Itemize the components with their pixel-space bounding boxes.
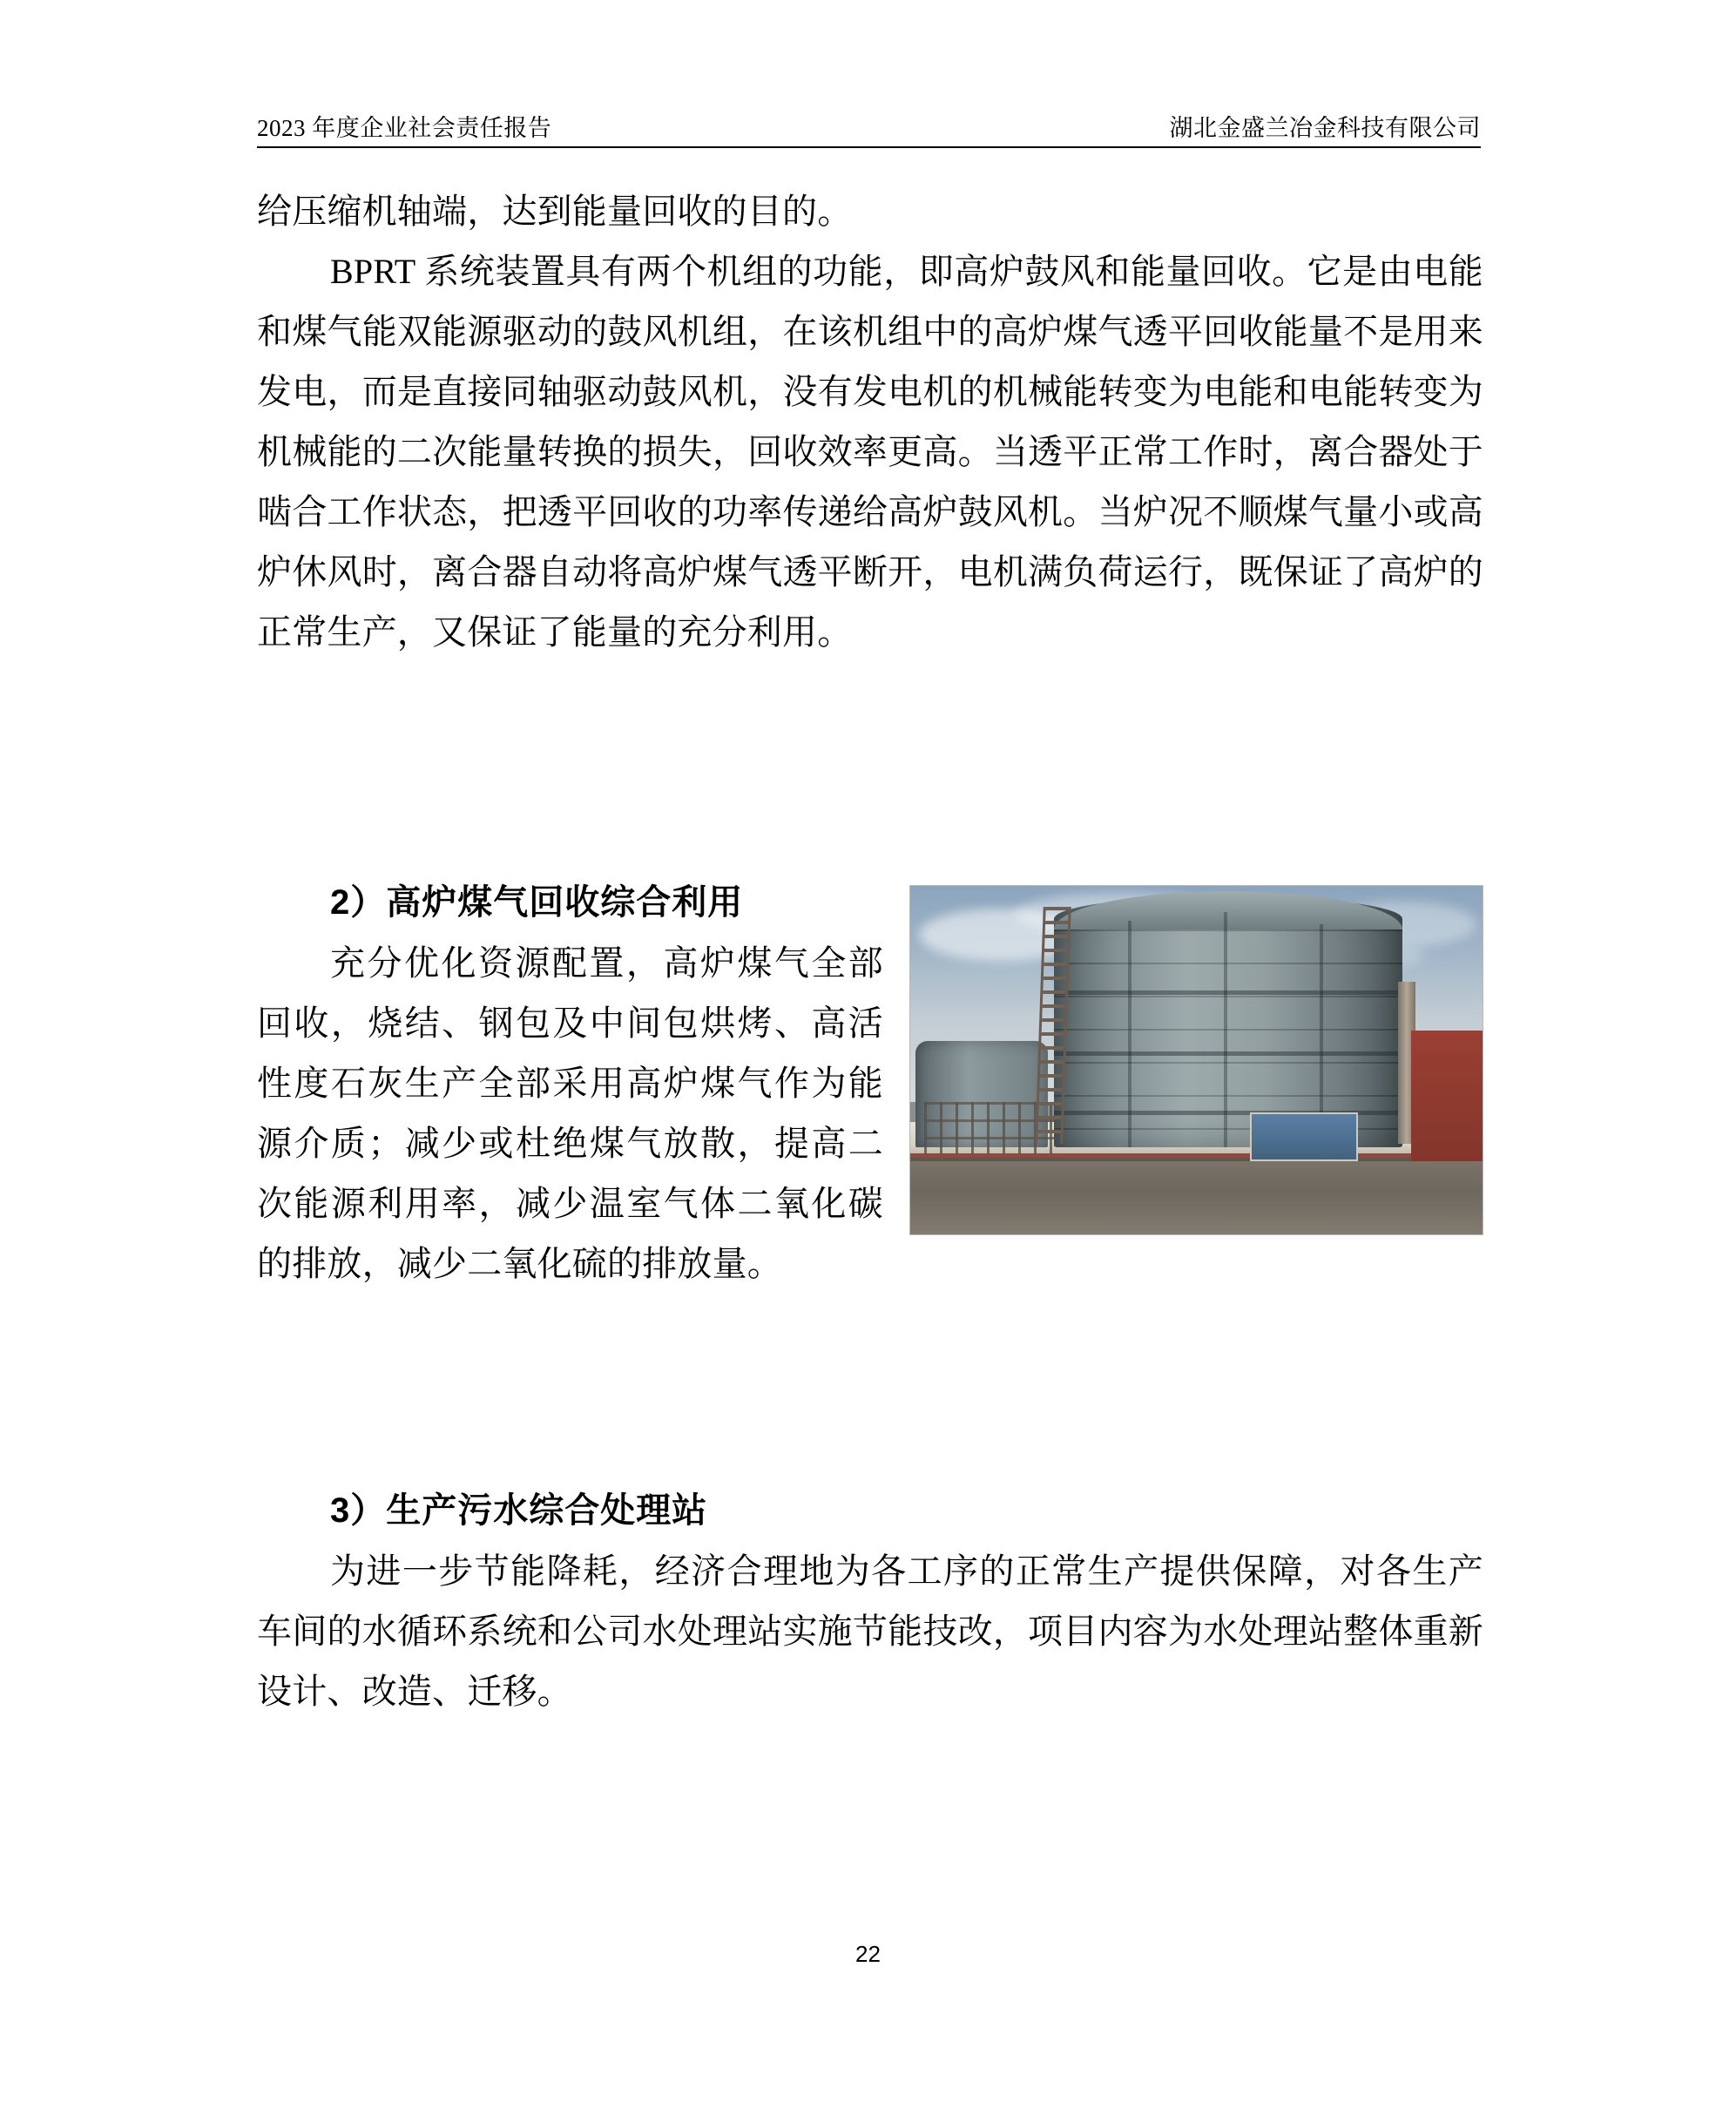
header-divider (257, 146, 1481, 148)
photo-ground-line (910, 1158, 1483, 1161)
page-footer (0, 1941, 1736, 1968)
photo-gas-holder-tank (1054, 896, 1402, 1147)
page-header (257, 98, 1481, 143)
section-2-text (257, 873, 936, 1294)
photo-red-building (1411, 1031, 1483, 1161)
photo-tank-seam (1224, 912, 1227, 1147)
photo-illustration (910, 886, 1483, 1234)
photo-tank-band (1054, 1051, 1402, 1056)
photo-tank-band (1054, 990, 1402, 995)
header-report-title: 2023 年度企业社会责任报告 (257, 115, 552, 141)
page-number: 22 (855, 1941, 881, 1967)
paragraph-1: 给压缩机轴端，达到能量回收的目的。 (257, 192, 853, 231)
paragraph-4: 为进一步节能降耗，经济合理地为各工序的正常生产提供保障，对各生产车间的水循环系统和公司水处理站实施节能技改，项目内容为水处理站整体重新设计、改造、迁移。 (257, 1551, 1483, 1711)
photo-gate (1250, 1112, 1358, 1161)
heading-2: 2）高炉煤气回收综合利用 (330, 883, 744, 922)
section-gas-recovery (257, 873, 1483, 1294)
paragraph-2: BPRT 系统装置具有两个机组的功能，即高炉鼓风和能量回收。它是由电能和煤气能双能源驱动的鼓风机组，在该机组中的高炉煤气透平回收能量不是用来发电，而是直接同轴驱动鼓风机，没有发电机的机械能转变为电能和电能转变为机械能的二次能量转换的损失，回收效率更高。当透平正常工作时，离合器处于啮合工作状态，把透平回收的功率传递给高炉鼓风机。当炉况不顺煤气量小或高炉休风时，离合器自动将高炉煤气透平断开，电机满负荷运行，既保证了高炉的正常生产，又保证了能量的充分利用。 (257, 252, 1483, 652)
heading-3: 3）生产污水综合处理站 (330, 1491, 708, 1530)
photo-ground (910, 1161, 1483, 1234)
header-company-name: 湖北金盛兰冶金科技有限公司 (1169, 115, 1481, 141)
figure-gas-holder-image (909, 885, 1483, 1235)
paragraph-3: 充分优化资源配置，高炉煤气全部回收，烧结、钢包及中间包烘烤、高活性度石灰生产全部采用高炉煤气作为能源介质；减少或杜绝煤气放散，提高二次能源利用率，减少温室气体二氧化碳的排放，减少二氧化硫的排放量。 (257, 943, 883, 1283)
section-wastewater-station (257, 1481, 1483, 1721)
top-text-block (257, 181, 1483, 662)
photo-tank-seam (1128, 921, 1131, 1147)
